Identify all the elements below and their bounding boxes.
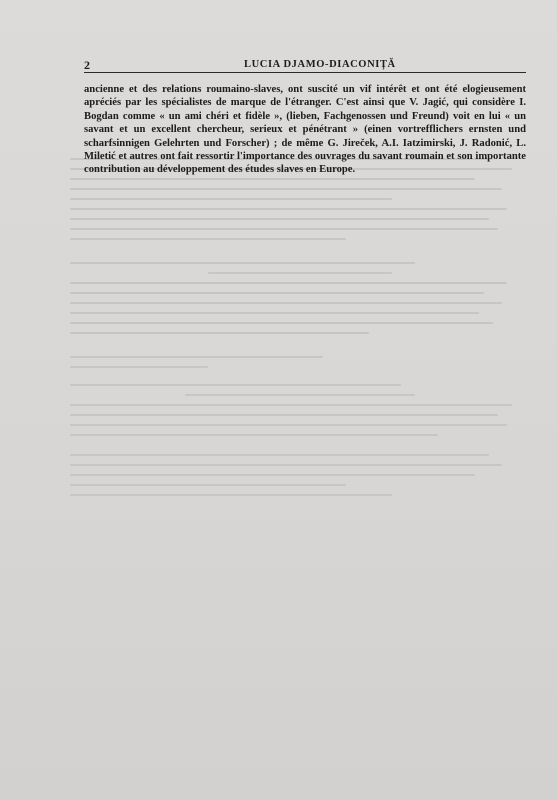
page-number: 2: [84, 58, 91, 72]
reverse-side-bleed: [70, 150, 530, 504]
body-text: [84, 83, 526, 177]
header-rule: [84, 72, 526, 73]
body-paragraph: ancienne et des relations roumaino-slaves, ont suscité un vif intérêt et ont été elogieusement apréciés par les spécialistes de marque de l'étranger. C'est ainsi que V. Jagić, qui considère I. Bogdan comme « un ami chéri et fidèle », (lieben, Fachgenossen und Freund) voit en lui « un savant et un excellent chercheur, serieux et pénétrant » (einen vortrefflichers ernsten und scharfsinnigen Gelehrten und Forscher) ; de même G. Jireček, A.I. Iatzimirski, J. Radonić, L. Miletić et autres ont fait ressortir l'importance des ouvrages du savant roumain et son importante contribution au développement des études slaves en Europe.: [84, 84, 526, 176]
running-head: LUCIA DJAMO-DIACONIȚĂ: [244, 59, 396, 70]
